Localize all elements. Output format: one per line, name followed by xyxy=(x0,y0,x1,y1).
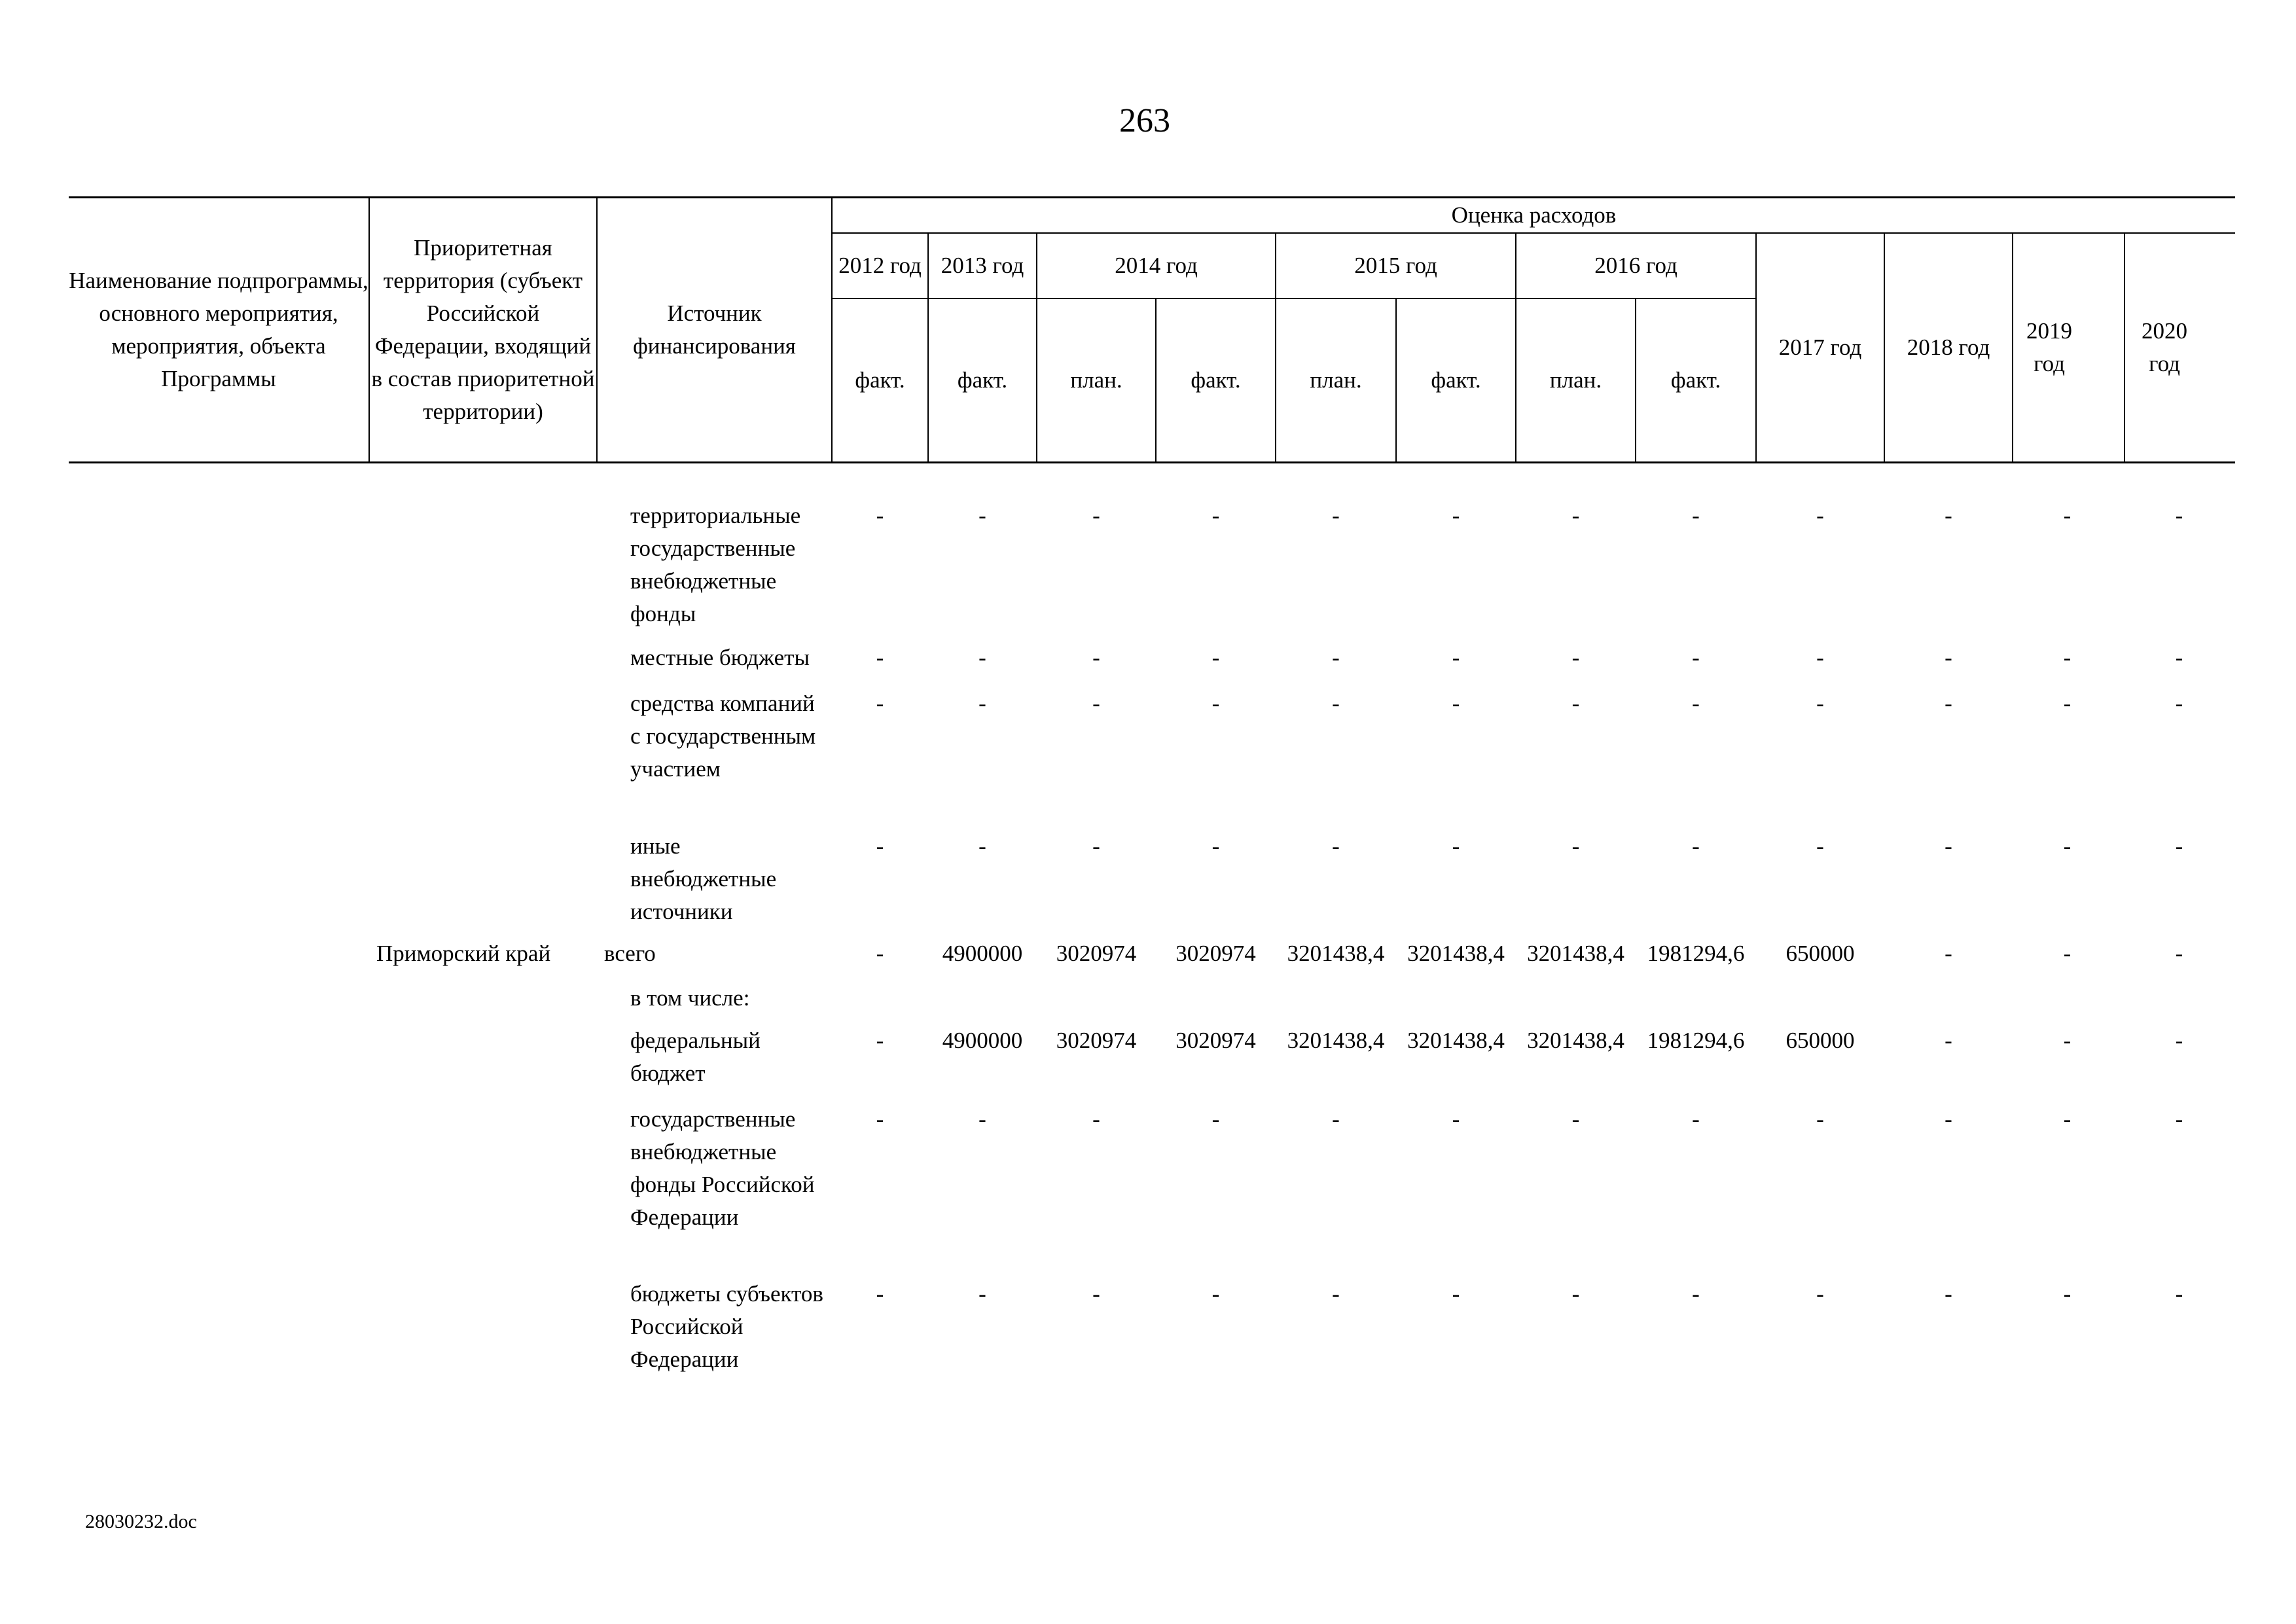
header-year-2019: 2019 год xyxy=(2026,318,2072,376)
value-cell: - xyxy=(1692,1281,1700,1307)
value-cell: - xyxy=(1211,1281,1220,1307)
value-cell: 3020974 xyxy=(1056,1028,1137,1053)
value-cell: - xyxy=(1332,1106,1340,1132)
source-cell: иные внебюджетные источники xyxy=(630,833,777,924)
value-cell: - xyxy=(1452,1281,1460,1307)
value-cell: - xyxy=(978,1106,986,1132)
value-cell: - xyxy=(2175,833,2183,859)
value-cell: 1981294,6 xyxy=(1647,941,1745,966)
value-cell: - xyxy=(1092,1281,1100,1307)
value-cell: - xyxy=(978,645,986,670)
value-cell: - xyxy=(1945,691,1952,716)
value-cell: - xyxy=(1332,833,1340,859)
value-cell: - xyxy=(2063,1028,2072,1053)
page-number: 263 xyxy=(1119,102,1170,139)
value-cell: - xyxy=(1571,503,1580,528)
value-cell: - xyxy=(1692,645,1700,670)
value-cell: - xyxy=(2063,645,2072,670)
value-cell: 3020974 xyxy=(1056,941,1137,966)
value-cell: - xyxy=(978,833,986,859)
header-year-2015: 2015 год xyxy=(1354,253,1437,278)
value-cell: - xyxy=(1452,833,1460,859)
header-year-2012: 2012 год xyxy=(838,253,922,278)
value-cell: - xyxy=(2175,503,2183,528)
value-cell: - xyxy=(1945,941,1952,966)
value-cell: - xyxy=(1092,503,1100,528)
header-sub-2015-fact: факт. xyxy=(1431,367,1481,393)
value-cell: - xyxy=(2175,691,2183,716)
header-year-2014: 2014 год xyxy=(1115,253,1198,278)
source-cell: федеральный бюджет xyxy=(630,1028,761,1086)
value-cell: - xyxy=(2063,941,2072,966)
header-year-2013: 2013 год xyxy=(941,253,1024,278)
value-cell: 4900000 xyxy=(942,1028,1023,1053)
value-cell: 3201438,4 xyxy=(1287,941,1385,966)
source-cell: средства компаний с государственным участием xyxy=(630,691,816,782)
value-cell: - xyxy=(1692,1106,1700,1132)
value-cell: 3201438,4 xyxy=(1527,941,1624,966)
source-cell: территориальные государственные внебюджетные фонды xyxy=(630,503,801,626)
value-cell: - xyxy=(1571,833,1580,859)
value-cell: - xyxy=(978,691,986,716)
value-cell: - xyxy=(1452,503,1460,528)
value-cell: - xyxy=(2175,645,2183,670)
value-cell: - xyxy=(2175,1028,2183,1053)
value-cell: - xyxy=(876,1106,884,1132)
value-cell: - xyxy=(1452,1106,1460,1132)
value-cell: - xyxy=(2175,941,2183,966)
value-cell: - xyxy=(876,1281,884,1307)
value-cell: - xyxy=(1332,503,1340,528)
value-cell: - xyxy=(876,1028,884,1053)
value-cell: - xyxy=(1211,503,1220,528)
header-year-2017: 2017 год xyxy=(1778,334,1862,360)
value-cell: - xyxy=(1452,691,1460,716)
value-cell: - xyxy=(1816,691,1824,716)
value-cell: 3201438,4 xyxy=(1407,1028,1505,1053)
value-cell: - xyxy=(1816,833,1824,859)
value-cell: - xyxy=(1816,645,1824,670)
value-cell: 1981294,6 xyxy=(1647,1028,1745,1053)
value-cell: 3201438,4 xyxy=(1287,1028,1385,1053)
value-cell: - xyxy=(1945,503,1952,528)
value-cell: - xyxy=(876,645,884,670)
value-cell: - xyxy=(1692,833,1700,859)
value-cell: - xyxy=(1332,691,1340,716)
header-sub-2012-fact: факт. xyxy=(855,367,905,393)
value-cell: 3201438,4 xyxy=(1527,1028,1624,1053)
header-col-name: Наименование подпрограммы, основного мероприятия, мероприятия, объекта Программы xyxy=(69,268,368,391)
value-cell: - xyxy=(1692,691,1700,716)
value-cell: - xyxy=(876,833,884,859)
value-cell: 4900000 xyxy=(942,941,1023,966)
value-cell: - xyxy=(2063,1106,2072,1132)
value-cell: - xyxy=(2063,1281,2072,1307)
header-sub-2015-plan: план. xyxy=(1310,367,1362,393)
value-cell: - xyxy=(1571,691,1580,716)
value-cell: - xyxy=(978,1281,986,1307)
value-cell: - xyxy=(1816,1281,1824,1307)
footer-doc-name: 28030232.doc xyxy=(85,1511,197,1532)
source-cell: в том числе: xyxy=(630,985,750,1011)
header-year-2020: 2020 год xyxy=(2142,318,2187,376)
value-cell: - xyxy=(1211,1106,1220,1132)
value-cell: 3020974 xyxy=(1175,941,1256,966)
value-cell: - xyxy=(1332,645,1340,670)
value-cell: - xyxy=(1816,503,1824,528)
header-group-expenses: Оценка расходов xyxy=(1451,202,1617,228)
value-cell: - xyxy=(1092,691,1100,716)
value-cell: - xyxy=(1945,1281,1952,1307)
value-cell: - xyxy=(1692,503,1700,528)
value-cell: 650000 xyxy=(1785,941,1855,966)
header-sub-2014-fact: факт. xyxy=(1191,367,1241,393)
value-cell: - xyxy=(1945,1106,1952,1132)
header-col-territory: Приоритетная территория (субъект Российской Федерации, входящий в состав приоритетной территории) xyxy=(371,235,595,424)
header-sub-2016-plan: план. xyxy=(1549,367,1602,393)
value-cell: - xyxy=(1945,645,1952,670)
source-cell: местные бюджеты xyxy=(630,645,810,670)
value-cell: 650000 xyxy=(1785,1028,1855,1053)
value-cell: 3201438,4 xyxy=(1407,941,1505,966)
value-cell: - xyxy=(1571,645,1580,670)
value-cell: - xyxy=(2063,691,2072,716)
header-year-2016: 2016 год xyxy=(1594,253,1677,278)
value-cell: - xyxy=(1945,833,1952,859)
value-cell: - xyxy=(1211,691,1220,716)
value-cell: - xyxy=(2063,503,2072,528)
value-cell: 3020974 xyxy=(1175,1028,1256,1053)
source-cell: бюджеты субъектов Российской Федерации xyxy=(630,1281,823,1372)
header-year-2018: 2018 год xyxy=(1907,334,1990,360)
value-cell: - xyxy=(1211,645,1220,670)
value-cell: - xyxy=(1816,1106,1824,1132)
value-cell: - xyxy=(1092,645,1100,670)
value-cell: - xyxy=(1945,1028,1952,1053)
value-cell: - xyxy=(1571,1281,1580,1307)
value-cell: - xyxy=(2175,1106,2183,1132)
value-cell: - xyxy=(2063,833,2072,859)
territory-cell: Приморский край xyxy=(376,941,551,966)
header-bottom-rule xyxy=(69,461,2235,463)
value-cell: - xyxy=(1332,1281,1340,1307)
value-cell: - xyxy=(876,691,884,716)
value-cell: - xyxy=(876,941,884,966)
header-sub-2014-plan: план. xyxy=(1070,367,1122,393)
value-cell: - xyxy=(978,503,986,528)
value-cell: - xyxy=(1571,1106,1580,1132)
source-cell: всего xyxy=(604,941,656,966)
header-col-source: Источник финансирования xyxy=(633,300,796,359)
header-sub-2013-fact: факт. xyxy=(957,367,1008,393)
header-sub-2016-fact: факт. xyxy=(1670,367,1721,393)
value-cell: - xyxy=(1092,833,1100,859)
value-cell: - xyxy=(2175,1281,2183,1307)
value-cell: - xyxy=(1452,645,1460,670)
value-cell: - xyxy=(876,503,884,528)
value-cell: - xyxy=(1092,1106,1100,1132)
value-cell: - xyxy=(1211,833,1220,859)
source-cell: государственные внебюджетные фонды Российской Федерации xyxy=(630,1106,815,1230)
